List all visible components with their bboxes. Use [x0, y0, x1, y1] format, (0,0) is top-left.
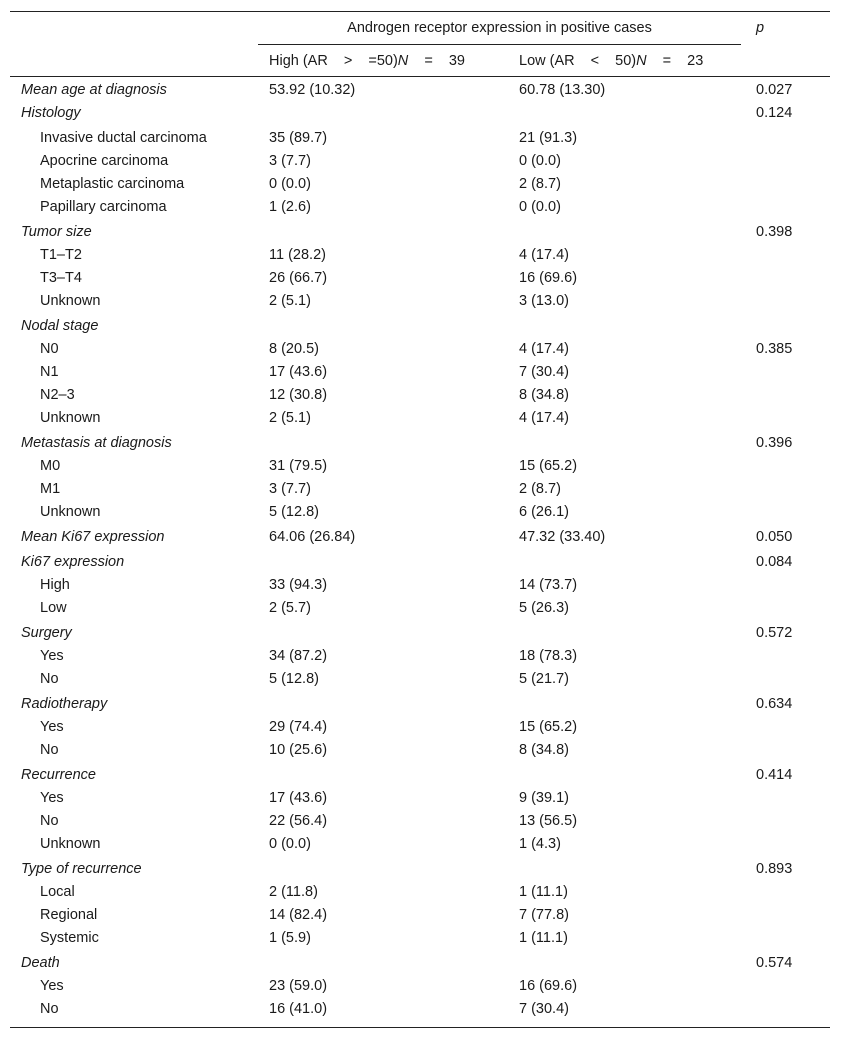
row-label: Tumor size	[21, 224, 92, 240]
high-ar-value: 11 (28.2)	[269, 247, 326, 263]
p-value: 0.084	[756, 554, 793, 570]
row-label: Yes	[40, 790, 64, 806]
low-ar-value: 7 (30.4)	[519, 364, 569, 380]
row-label: T3–T4	[40, 270, 82, 286]
group-title: Androgen receptor expression in positive cases	[347, 20, 652, 36]
low-ar-value: 3 (13.0)	[519, 293, 569, 309]
low-ar-value: 7 (30.4)	[519, 1001, 569, 1017]
p-value: 0.385	[756, 341, 793, 357]
low-ar-value: 18 (78.3)	[519, 648, 578, 664]
high-ar-value: 34 (87.2)	[269, 648, 328, 664]
high-ar-value: 10 (25.6)	[269, 742, 328, 758]
p-value: 0.572	[756, 625, 793, 641]
row-label: Invasive ductal carcinoma	[40, 130, 207, 146]
low-ar-value: 1 (4.3)	[519, 836, 561, 852]
high-ar-value: 0 (0.0)	[269, 836, 311, 852]
high-ar-value: 31 (79.5)	[269, 458, 328, 474]
high-ar-value: 16 (41.0)	[269, 1001, 328, 1017]
row-label: Yes	[40, 978, 64, 994]
p-value: 0.574	[756, 955, 793, 971]
row-label: N2–3	[40, 387, 75, 403]
high-ar-value: 33 (94.3)	[269, 577, 328, 593]
low-threshold: 50)	[615, 53, 637, 69]
high-ar-value: 35 (89.7)	[269, 130, 328, 146]
row-label: Yes	[40, 648, 64, 664]
high-ar-value: 22 (56.4)	[269, 813, 328, 829]
high-ar-column-header	[269, 52, 465, 70]
low-ar-value: 14 (73.7)	[519, 577, 578, 593]
low-ar-value: 5 (21.7)	[519, 671, 569, 687]
p-value: 0.050	[756, 529, 793, 545]
low-eq: =	[662, 53, 672, 69]
low-ar-value: 1 (11.1)	[519, 930, 568, 946]
low-ar-value: 16 (69.6)	[519, 270, 578, 286]
high-ar-value: 3 (7.7)	[269, 481, 311, 497]
row-label: Low	[40, 600, 67, 616]
row-label: Local	[40, 884, 75, 900]
high-threshold: =50)	[368, 53, 398, 69]
p-value: 0.398	[756, 224, 793, 240]
p-value: 0.396	[756, 435, 793, 451]
row-label: Unknown	[40, 293, 101, 309]
row-label: Mean age at diagnosis	[21, 82, 167, 98]
row-label: Unknown	[40, 504, 101, 520]
row-label: Yes	[40, 719, 64, 735]
row-label: Regional	[40, 907, 98, 923]
row-label: Systemic	[40, 930, 99, 946]
low-ar-column-header	[519, 52, 703, 70]
row-label: Recurrence	[21, 767, 96, 783]
row-label: No	[40, 671, 59, 687]
high-ar-value: 23 (59.0)	[269, 978, 328, 994]
row-label: Metastasis at diagnosis	[21, 435, 172, 451]
p-value: 0.027	[756, 82, 793, 98]
low-ar-value: 1 (11.1)	[519, 884, 568, 900]
high-ar-value: 2 (11.8)	[269, 884, 318, 900]
row-label: Metaplastic carcinoma	[40, 176, 185, 192]
high-ar-value: 53.92 (10.32)	[269, 82, 356, 98]
row-label: Death	[21, 955, 60, 971]
row-label: No	[40, 813, 59, 829]
high-ar-value: 8 (20.5)	[269, 341, 319, 357]
high-n: N	[397, 53, 409, 69]
p-value: 0.893	[756, 861, 793, 877]
p-value: 0.634	[756, 696, 793, 712]
row-label: Histology	[21, 105, 81, 121]
low-label: Low (AR	[519, 53, 575, 69]
group-rule	[258, 44, 741, 45]
high-ar-value: 12 (30.8)	[269, 387, 328, 403]
row-label: Radiotherapy	[21, 696, 108, 712]
row-label: No	[40, 1001, 59, 1017]
high-ar-value: 29 (74.4)	[269, 719, 328, 735]
high-ar-value: 1 (5.9)	[269, 930, 311, 946]
row-label: T1–T2	[40, 247, 82, 263]
high-eq: =	[424, 53, 433, 69]
low-ar-value: 0 (0.0)	[519, 199, 561, 215]
header-rule	[10, 76, 830, 77]
high-ar-value: 2 (5.1)	[269, 410, 311, 426]
row-label: Surgery	[21, 625, 72, 641]
low-ar-value: 13 (56.5)	[519, 813, 578, 829]
row-label: Mean Ki67 expression	[21, 529, 165, 545]
low-ar-value: 6 (26.1)	[519, 504, 569, 520]
high-count: 39	[448, 53, 465, 69]
low-ar-value: 0 (0.0)	[519, 153, 561, 169]
row-label: Apocrine carcinoma	[40, 153, 169, 169]
low-ar-value: 5 (26.3)	[519, 600, 569, 616]
low-ar-value: 2 (8.7)	[519, 481, 561, 497]
row-label: Unknown	[40, 836, 101, 852]
row-label: Papillary carcinoma	[40, 199, 167, 215]
low-count: 23	[687, 53, 704, 69]
p-value: 0.124	[756, 105, 793, 121]
low-ar-value: 16 (69.6)	[519, 978, 578, 994]
p-value: 0.414	[756, 767, 793, 783]
row-label: No	[40, 742, 59, 758]
high-ar-value: 5 (12.8)	[269, 504, 319, 520]
row-label: Nodal stage	[21, 318, 99, 334]
high-ar-value: 3 (7.7)	[269, 153, 311, 169]
row-label: Type of recurrence	[21, 861, 142, 877]
low-ar-value: 21 (91.3)	[519, 130, 578, 146]
high-ar-value: 17 (43.6)	[269, 364, 328, 380]
low-ar-value: 15 (65.2)	[519, 458, 578, 474]
low-ar-value: 60.78 (13.30)	[519, 82, 606, 98]
low-ar-value: 8 (34.8)	[519, 742, 569, 758]
high-ar-value: 2 (5.1)	[269, 293, 311, 309]
row-label: N1	[40, 364, 59, 380]
row-label: M1	[40, 481, 61, 497]
low-ar-value: 7 (77.8)	[519, 907, 569, 923]
low-ar-value: 4 (17.4)	[519, 341, 569, 357]
low-n: N	[636, 53, 647, 69]
high-ar-value: 1 (2.6)	[269, 199, 311, 215]
low-ar-value: 2 (8.7)	[519, 176, 561, 192]
high-ar-value: 0 (0.0)	[269, 176, 311, 192]
p-column-header: p	[756, 20, 765, 36]
low-ar-value: 9 (39.1)	[519, 790, 569, 806]
low-ar-value: 4 (17.4)	[519, 247, 569, 263]
row-label: Ki67 expression	[21, 554, 125, 570]
high-ar-value: 26 (66.7)	[269, 270, 328, 286]
high-ar-value: 14 (82.4)	[269, 907, 328, 923]
low-ar-value: 47.32 (33.40)	[519, 529, 606, 545]
row-label: M0	[40, 458, 61, 474]
row-label: Unknown	[40, 410, 101, 426]
high-ar-value: 64.06 (26.84)	[269, 529, 356, 545]
high-label: High (AR	[269, 53, 328, 69]
low-ar-value: 15 (65.2)	[519, 719, 578, 735]
data-table	[10, 11, 830, 1028]
high-ar-value: 17 (43.6)	[269, 790, 328, 806]
high-ar-value: 5 (12.8)	[269, 671, 319, 687]
row-label: N0	[40, 341, 59, 357]
high-ar-value: 2 (5.7)	[269, 600, 311, 616]
row-label: High	[40, 577, 70, 593]
low-op: <	[590, 53, 600, 69]
low-ar-value: 4 (17.4)	[519, 410, 569, 426]
low-ar-value: 8 (34.8)	[519, 387, 569, 403]
high-op: >	[343, 53, 353, 69]
